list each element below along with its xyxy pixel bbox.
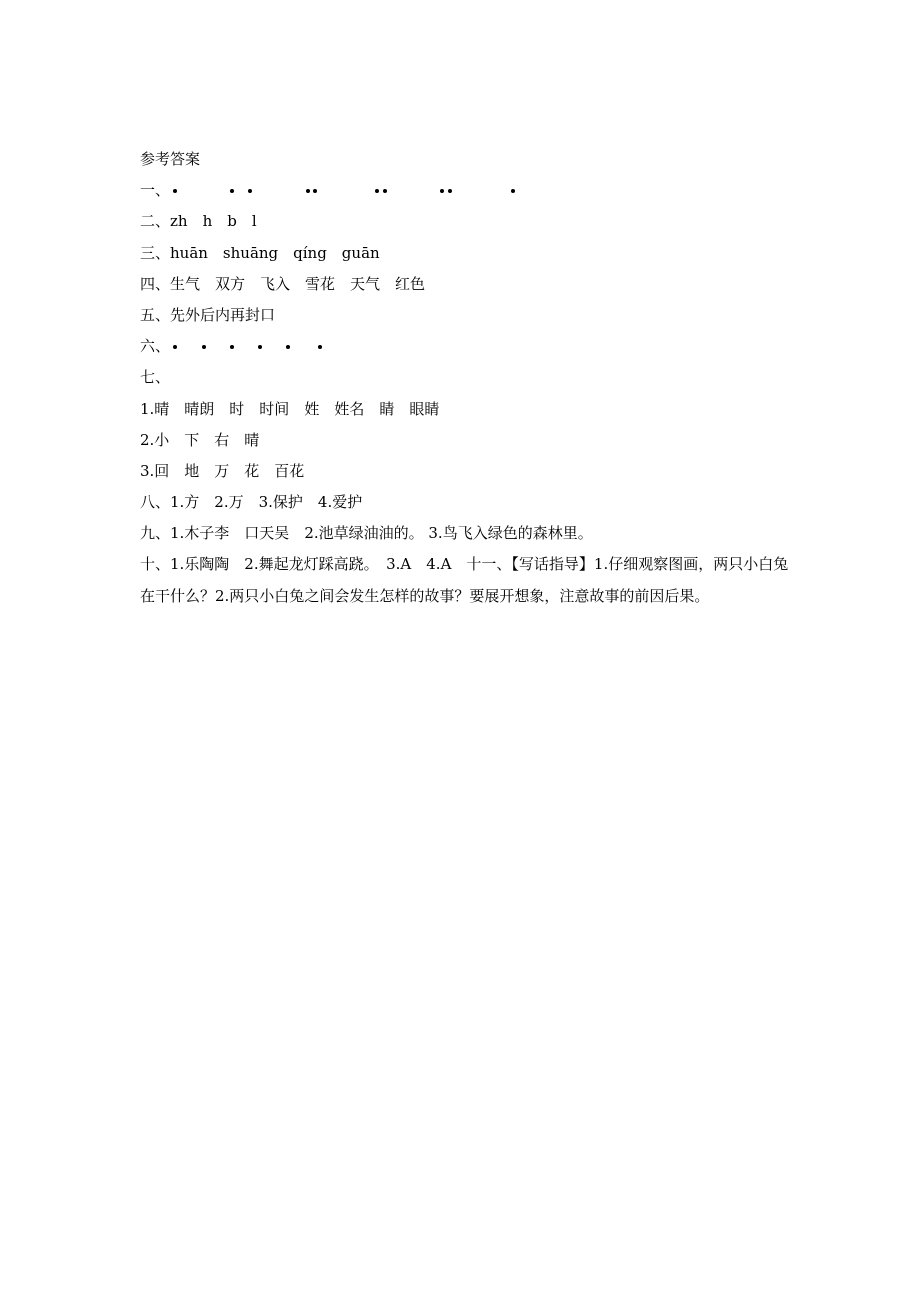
section-5: 五、先外后内再封口	[140, 305, 276, 324]
section-4: 四、生气 双方 飞入 雪花 天气 红色	[140, 274, 426, 293]
section-7-item: 1.晴 晴朗 时 时间 姓 姓名 睛 眼睛	[140, 399, 440, 418]
section-7-item: 2.小 下 右 晴	[140, 430, 260, 449]
section-7-label: 七、	[140, 368, 171, 387]
section-1-dots	[170, 175, 570, 206]
emphasis-dot	[286, 345, 290, 349]
emphasis-dot	[248, 189, 252, 193]
section-6-label: 六、	[140, 337, 171, 356]
emphasis-dot	[375, 189, 379, 193]
section-6-dots	[170, 331, 570, 362]
emphasis-dot	[258, 345, 262, 349]
section-1	[140, 175, 800, 206]
section-2: 二、zh h b l	[140, 212, 257, 231]
emphasis-dot	[230, 345, 234, 349]
section-9: 九、1.木子李 口天吴 2.池草绿油油的。 3.鸟飞入绿色的森林里。	[140, 524, 593, 543]
emphasis-dot	[440, 189, 444, 193]
section-1-label: 一、	[140, 181, 171, 200]
emphasis-dot	[383, 189, 387, 193]
emphasis-dot	[306, 189, 310, 193]
emphasis-dot	[318, 345, 322, 349]
answer-key-title: 参考答案	[140, 150, 201, 168]
answer-key	[140, 144, 800, 612]
emphasis-dot	[511, 189, 515, 193]
emphasis-dot	[202, 345, 206, 349]
emphasis-dot	[313, 189, 317, 193]
section-6	[140, 331, 800, 362]
section-7-item: 3.回 地 万 花 百花	[140, 461, 305, 480]
section-10: 十、1.乐陶陶 2.舞起龙灯踩高跷。 3.A 4.A 十一、【写话指导】1.仔细观察图画，两只小白兔在干什么？2.两只小白兔之间会发生怎样的故事？要展开想象，注意故事的前因后果。	[140, 555, 789, 605]
emphasis-dot	[230, 189, 234, 193]
section-8: 八、1.方 2.万 3.保护 4.爱护	[140, 493, 363, 512]
section-3: 三、huān shuāng qíng guān	[140, 243, 380, 262]
emphasis-dot	[173, 189, 177, 193]
emphasis-dot	[448, 189, 452, 193]
emphasis-dot	[173, 345, 177, 349]
